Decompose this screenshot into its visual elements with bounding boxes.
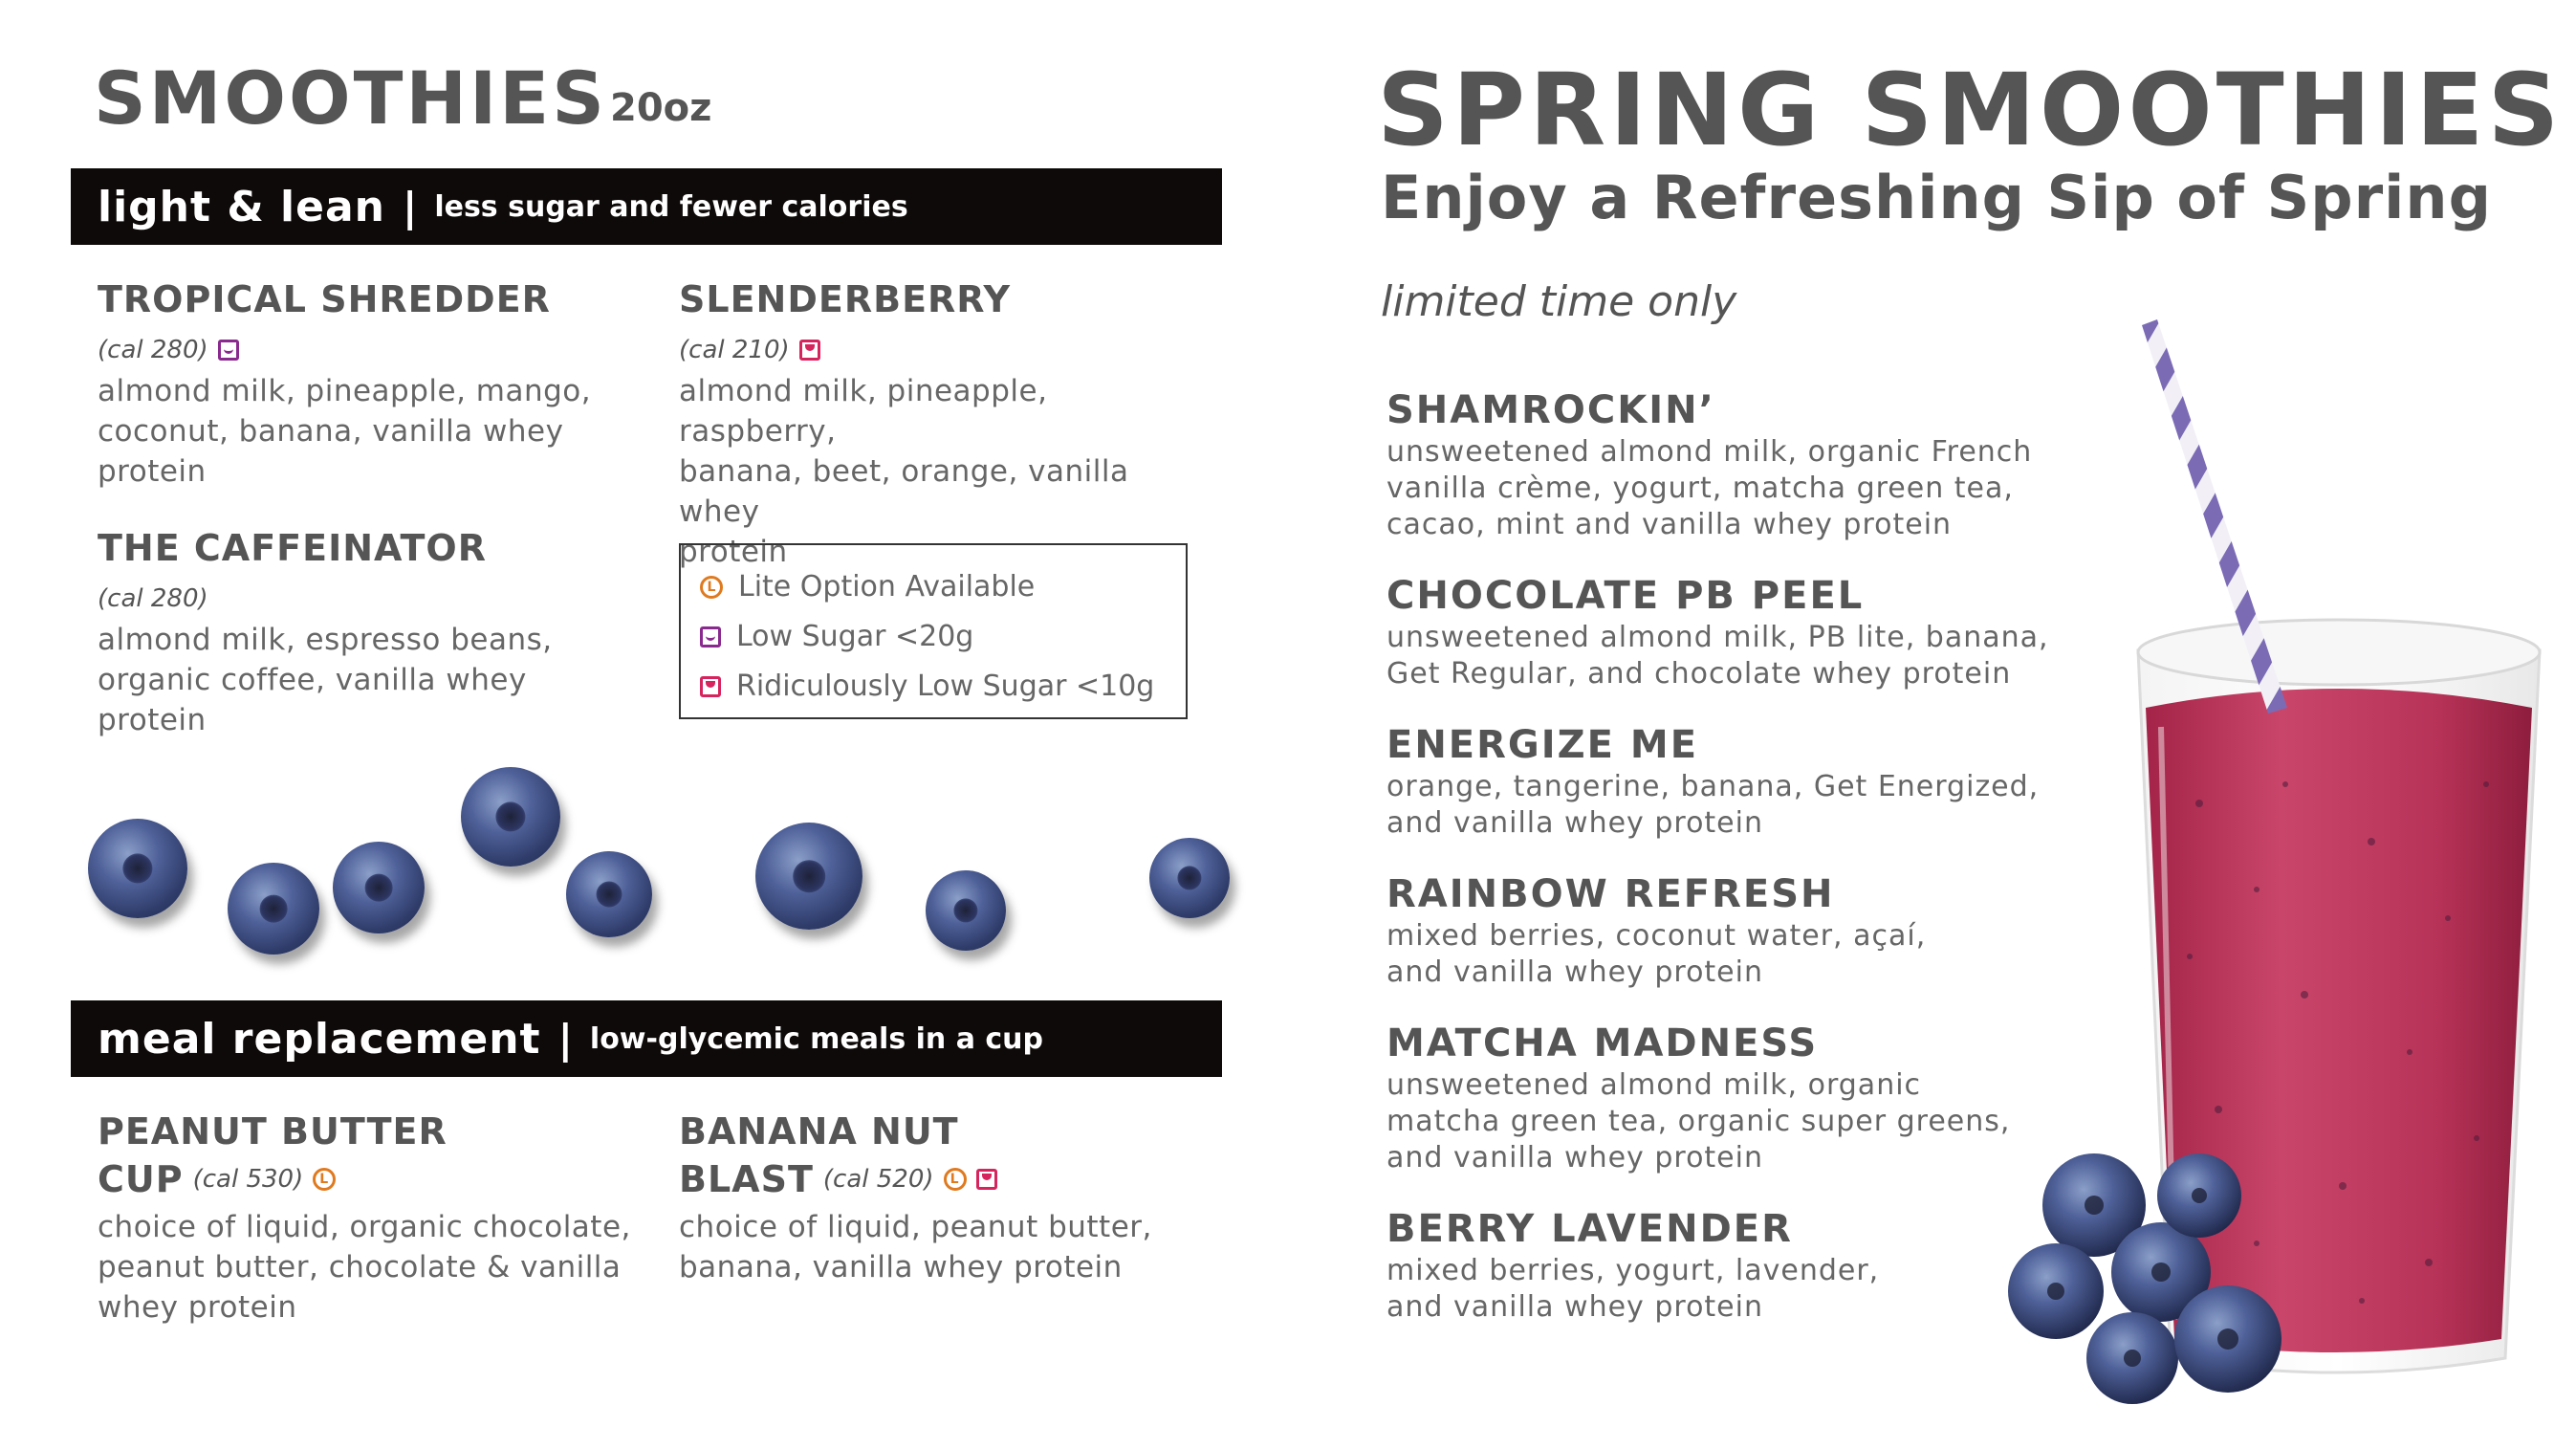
blueberry-image — [566, 851, 652, 937]
item-name-line2 — [98, 1155, 633, 1203]
desc-line: Get Regular, and chocolate whey protein — [1386, 657, 2012, 691]
low-sugar-icon — [218, 340, 239, 361]
desc-line: banana, beet, orange, vanilla whey — [679, 454, 1129, 529]
section-bar-meal-replacement — [71, 1000, 1222, 1077]
item-calories — [679, 333, 1214, 367]
desc-line: and vanilla whey protein — [1386, 1290, 1763, 1324]
item-name: BERRY LAVENDER — [1386, 1207, 1793, 1251]
legend-label: Lite Option Available — [738, 570, 1036, 604]
item-name: CHOCOLATE PB PEEL — [1386, 574, 1865, 618]
desc-line: organic coffee, vanilla whey protein — [98, 663, 527, 737]
menu-item-slenderberry — [679, 275, 1214, 572]
blueberry-image — [228, 863, 319, 955]
ridiculously-low-sugar-icon — [799, 340, 820, 361]
smoothie-glass-image — [1970, 306, 2576, 1444]
desc-line: matcha green tea, organic super greens, — [1386, 1105, 2011, 1138]
desc-line: vanilla crème, yogurt, matcha green tea, — [1386, 472, 2014, 505]
desc-line: unsweetened almond milk, PB lite, banana, — [1386, 621, 2049, 654]
calorie-text: (cal 210) — [679, 336, 790, 364]
section-subtitle: less sugar and fewer calories — [434, 189, 908, 224]
blueberry-image — [333, 842, 425, 933]
desc-line: banana, vanilla whey protein — [679, 1250, 1123, 1284]
item-description — [679, 1207, 1214, 1287]
legend-row-ridiculously-low — [700, 662, 1167, 712]
section-title: light & lean — [98, 182, 385, 231]
item-name: THE CAFFEINATOR — [98, 527, 487, 569]
item-name-line2 — [679, 1155, 1214, 1203]
desc-line: mixed berries, coconut water, açaí, — [1386, 919, 1927, 953]
desc-line: and vanilla whey protein — [1386, 806, 1763, 840]
desc-line: choice of liquid, peanut butter, — [679, 1210, 1152, 1244]
desc-line: unsweetened almond milk, organic French — [1386, 435, 2033, 469]
legend-row-low-sugar — [700, 612, 1167, 662]
section-separator: | — [557, 1015, 573, 1063]
smoothie-glass-illustration — [1970, 306, 2576, 1444]
item-description — [98, 371, 633, 492]
item-name: BANANA NUT — [679, 1110, 959, 1153]
desc-line: and vanilla whey protein — [1386, 1141, 1763, 1175]
menu-item-tropical-shredder — [98, 275, 633, 492]
calorie-text: (cal 530) — [192, 1165, 304, 1194]
desc-line: cacao, mint and vanilla whey protein — [1386, 508, 1953, 541]
desc-line: almond milk, espresso beans, — [98, 623, 553, 657]
blueberry-image — [755, 823, 862, 930]
desc-line: coconut, banana, vanilla whey — [98, 414, 564, 449]
item-name: RAINBOW REFRESH — [1386, 872, 1835, 916]
blueberry-image — [461, 767, 560, 867]
menu-item-banana-nut-blast — [679, 1108, 1214, 1287]
item-description — [98, 1207, 633, 1328]
lite-option-icon: L — [313, 1168, 336, 1191]
desc-line: unsweetened almond milk, organic — [1386, 1068, 1922, 1102]
blueberry-image — [926, 870, 1006, 951]
desc-line: and vanilla whey protein — [1386, 955, 1763, 989]
legend-label: Low Sugar <20g — [736, 620, 974, 653]
desc-line: peanut butter, chocolate & vanilla — [98, 1250, 622, 1284]
desc-line: orange, tangerine, banana, Get Energized, — [1386, 770, 2040, 803]
item-name: ENERGIZE ME — [1386, 723, 1699, 767]
menu-item-the-caffeinator — [98, 524, 633, 740]
calorie-text: (cal 280) — [98, 336, 208, 364]
limited-time-tagline: limited time only — [1381, 277, 1737, 326]
desc-line: almond milk, pineapple, mango, — [98, 374, 592, 408]
section-bar-light-lean — [71, 168, 1222, 245]
section-title: meal replacement — [98, 1014, 541, 1064]
low-sugar-icon — [700, 626, 721, 648]
blueberry-image — [1149, 838, 1230, 918]
desc-line: protein — [98, 454, 207, 489]
ridiculously-low-sugar-icon — [976, 1169, 997, 1190]
item-calories — [98, 333, 633, 367]
item-name: TROPICAL SHREDDER — [98, 278, 551, 320]
item-description — [679, 371, 1214, 572]
desc-line: mixed berries, yogurt, lavender, — [1386, 1254, 1880, 1287]
blueberry-image — [88, 819, 187, 918]
item-calories — [98, 582, 633, 616]
menu-item-peanut-butter-cup — [98, 1108, 633, 1328]
calorie-text: (cal 280) — [98, 584, 208, 613]
calorie-text: (cal 520) — [822, 1165, 934, 1194]
desc-line: whey protein — [98, 1290, 297, 1325]
legend-row-lite — [700, 562, 1167, 612]
item-name: MATCHA MADNESS — [1386, 1021, 1819, 1065]
icon-legend — [679, 543, 1188, 719]
lite-option-icon: L — [944, 1168, 967, 1191]
page-title: SMOOTHIES — [94, 55, 607, 141]
ridiculously-low-sugar-icon — [700, 676, 721, 697]
lite-option-icon: L — [700, 576, 723, 599]
item-name: SLENDERBERRY — [679, 278, 1011, 320]
item-description — [98, 620, 633, 740]
item-name-text: BLAST — [679, 1158, 814, 1200]
section-subtitle: low-glycemic meals in a cup — [589, 1021, 1044, 1056]
item-name: PEANUT BUTTER — [98, 1110, 448, 1153]
spring-title: SPRING SMOOTHIES — [1377, 52, 2564, 168]
section-separator: | — [402, 183, 418, 231]
desc-line: protein — [679, 535, 788, 569]
spring-subtitle: Enjoy a Refreshing Sip of Spring — [1381, 163, 2492, 232]
legend-label: Ridiculously Low Sugar <10g — [736, 670, 1155, 703]
item-name: SHAMROCKIN’ — [1386, 388, 1715, 432]
desc-line: choice of liquid, organic chocolate, — [98, 1210, 631, 1244]
item-name-text: CUP — [98, 1158, 184, 1200]
desc-line: almond milk, pineapple, raspberry, — [679, 374, 1048, 449]
size-label: 20oz — [610, 86, 712, 130]
